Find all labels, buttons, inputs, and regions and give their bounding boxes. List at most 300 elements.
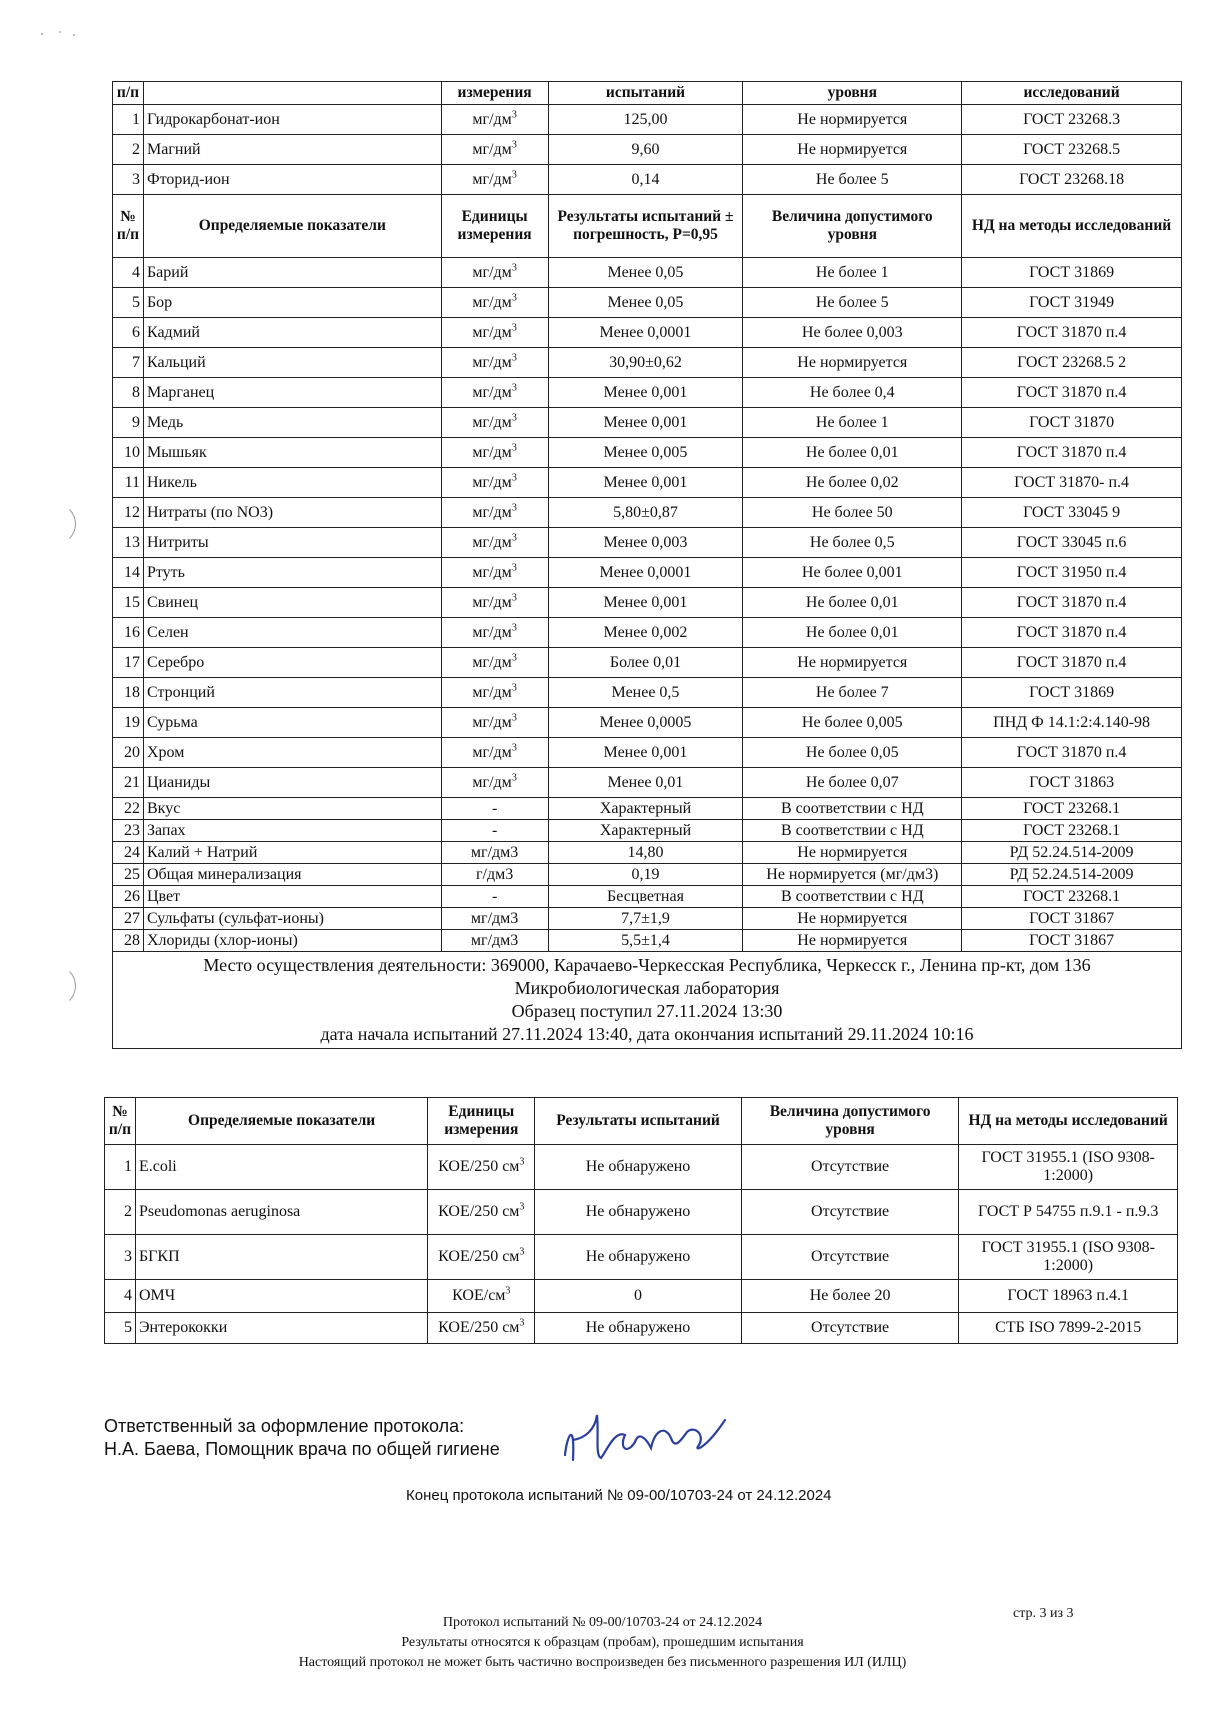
end-of-protocol: Конец протокола испытаний № 09-00/10703-24 от 24.12.2024 <box>406 1487 832 1504</box>
indicator-name: Сульфаты (сульфат-ионы) <box>143 908 441 930</box>
unit <box>441 318 548 348</box>
unit-text: КОЕ/250 см <box>438 1319 520 1336</box>
table-row <box>113 886 1182 908</box>
unit-exponent: 3 <box>511 502 517 514</box>
table-row <box>113 408 1182 438</box>
table-row <box>113 348 1182 378</box>
table-row <box>113 842 1182 864</box>
unit <box>441 558 548 588</box>
method-standard: ГОСТ 23268.1 <box>962 886 1182 908</box>
permissible-level: Не более 7 <box>743 678 962 708</box>
result: Менее 0,0001 <box>548 318 743 348</box>
unit-exponent: 3 <box>511 442 517 454</box>
unit <box>441 708 548 738</box>
col-result-header: испытаний <box>548 82 743 105</box>
unit-text: мг/дм <box>472 503 512 521</box>
permissible-level: Не более 0,02 <box>743 468 962 498</box>
unit-text: мг/дм <box>472 473 512 491</box>
permissible-level: Не более 0,01 <box>743 438 962 468</box>
table-row <box>113 135 1182 165</box>
row-number: 13 <box>113 528 144 558</box>
table-row <box>113 708 1182 738</box>
unit-text: мг/дм <box>472 563 512 581</box>
row-number: 16 <box>113 618 144 648</box>
table-header-row <box>113 195 1182 258</box>
method-standard: ГОСТ 31870 п.4 <box>962 378 1182 408</box>
method-standard: ГОСТ 31950 п.4 <box>962 558 1182 588</box>
result: Менее 0,005 <box>548 438 743 468</box>
row-number: 4 <box>105 1280 136 1313</box>
col-permissible-header: уровня <box>743 82 962 105</box>
col-permissible-header: Величина допустимого уровня <box>741 1098 959 1145</box>
permissible-level: Не более 0,01 <box>743 588 962 618</box>
row-number: 14 <box>113 558 144 588</box>
table-row <box>113 558 1182 588</box>
unit: г/дм3 <box>441 864 548 886</box>
unit: мг/дм3 <box>441 842 548 864</box>
unit <box>428 1313 535 1344</box>
chemical-results-table <box>112 81 1182 1049</box>
result: Не обнаружено <box>535 1235 742 1280</box>
indicator-name: Сурьма <box>143 708 441 738</box>
result: Характерный <box>548 798 743 820</box>
unit-text: КОЕ/250 см <box>438 1158 520 1175</box>
unit: мг/дм3 <box>441 908 548 930</box>
method-standard: ГОСТ 23268.3 <box>962 105 1182 135</box>
result: 125,00 <box>548 105 743 135</box>
table-row <box>105 1313 1178 1344</box>
permissible-level: Не нормируется <box>743 842 962 864</box>
table-row <box>113 930 1182 952</box>
permissible-level: Отсутствие <box>741 1313 959 1344</box>
col-indicator-header: Определяемые показатели <box>143 195 441 258</box>
table-row <box>113 528 1182 558</box>
microbiology-results-table <box>104 1097 1178 1344</box>
unit-exponent: 3 <box>519 1317 525 1329</box>
table-row <box>113 468 1182 498</box>
footer <box>0 1613 1205 1673</box>
method-standard: ГОСТ 31870 п.4 <box>962 588 1182 618</box>
indicator-name: Медь <box>143 408 441 438</box>
result: 0 <box>535 1280 742 1313</box>
table-row <box>113 498 1182 528</box>
hole-punch-mark <box>34 965 76 1007</box>
row-number: 3 <box>105 1235 136 1280</box>
unit-exponent: 3 <box>519 1246 525 1258</box>
result: Не обнаружено <box>535 1145 742 1190</box>
indicator-name: Селен <box>143 618 441 648</box>
result: 5,80±0,87 <box>548 498 743 528</box>
result: Бесцветная <box>548 886 743 908</box>
method-standard: ГОСТ 31870 п.4 <box>962 738 1182 768</box>
method-standard: ГОСТ 31867 <box>962 930 1182 952</box>
unit <box>441 348 548 378</box>
unit-text: КОЕ/250 см <box>438 1203 520 1220</box>
row-number: 22 <box>113 798 144 820</box>
table-header-row <box>105 1098 1178 1145</box>
permissible-level: В соответствии с НД <box>743 798 962 820</box>
unit-exponent: 3 <box>511 352 517 364</box>
responsible-label: Ответственный за оформление протокола: <box>104 1416 465 1436</box>
indicator-name: Кальций <box>143 348 441 378</box>
row-number: 17 <box>113 648 144 678</box>
result: 0,19 <box>548 864 743 886</box>
permissible-level: Не более 0,05 <box>743 738 962 768</box>
method-standard: СТБ ISO 7899-2-2015 <box>959 1313 1178 1344</box>
permissible-level: Не более 20 <box>741 1280 959 1313</box>
indicator-name: Никель <box>143 468 441 498</box>
indicator-name: Общая минерализация <box>143 864 441 886</box>
unit <box>441 165 548 195</box>
permissible-level: Не более 0,4 <box>743 378 962 408</box>
result: 5,5±1,4 <box>548 930 743 952</box>
col-method-header: исследований <box>962 82 1182 105</box>
method-standard: ГОСТ 31870 п.4 <box>962 438 1182 468</box>
unit-exponent: 3 <box>511 682 517 694</box>
result: Менее 0,05 <box>548 258 743 288</box>
unit-exponent: 3 <box>511 292 517 304</box>
row-number: 26 <box>113 886 144 908</box>
result: Не обнаружено <box>535 1190 742 1235</box>
unit-text: мг/дм <box>472 593 512 611</box>
indicator-name: Магний <box>143 135 441 165</box>
method-standard: ГОСТ 23268.18 <box>962 165 1182 195</box>
hole-punch-mark <box>34 503 76 545</box>
indicator-name: Гидрокарбонат-ион <box>143 105 441 135</box>
unit-text: мг/дм <box>472 383 512 401</box>
method-standard: ГОСТ 33045 9 <box>962 498 1182 528</box>
indicator-name: E.coli <box>135 1145 427 1190</box>
unit-exponent: 3 <box>511 412 517 424</box>
result: Менее 0,05 <box>548 288 743 318</box>
permissible-level: Не более 0,001 <box>743 558 962 588</box>
unit <box>441 588 548 618</box>
footer-line: Протокол испытаний № 09-00/10703-24 от 24.12.2024 <box>442 1615 763 1630</box>
indicator-name: Стронций <box>143 678 441 708</box>
table-row <box>113 678 1182 708</box>
method-standard: ПНД Ф 14.1:2:4.140-98 <box>962 708 1182 738</box>
unit-text: мг/дм <box>472 293 512 311</box>
indicator-name: Калий + Натрий <box>143 842 441 864</box>
result: 14,80 <box>548 842 743 864</box>
method-standard: ГОСТ 23268.1 <box>962 798 1182 820</box>
result: Не обнаружено <box>535 1313 742 1344</box>
row-number: 21 <box>113 768 144 798</box>
unit-exponent: 3 <box>511 562 517 574</box>
col-indicator-header: Определяемые показатели <box>135 1098 427 1145</box>
unit <box>428 1280 535 1313</box>
unit-text: мг/дм <box>472 323 512 341</box>
unit <box>441 135 548 165</box>
result: Менее 0,001 <box>548 378 743 408</box>
method-standard: ГОСТ 18963 п.4.1 <box>959 1280 1178 1313</box>
unit-exponent: 3 <box>511 622 517 634</box>
permissible-level: Отсутствие <box>741 1145 959 1190</box>
method-standard: ГОСТ 23268.1 <box>962 820 1182 842</box>
method-standard: ГОСТ 31870 п.4 <box>962 318 1182 348</box>
unit <box>441 528 548 558</box>
table-row <box>113 648 1182 678</box>
permissible-level: Не более 5 <box>743 165 962 195</box>
unit-exponent: 3 <box>511 322 517 334</box>
row-number: 25 <box>113 864 144 886</box>
result: 7,7±1,9 <box>548 908 743 930</box>
table-row <box>113 768 1182 798</box>
row-number: 5 <box>113 288 144 318</box>
unit-exponent: 3 <box>511 169 517 181</box>
result: Менее 0,003 <box>548 528 743 558</box>
lab-info-line: Микробиологическая лаборатория <box>514 978 780 998</box>
indicator-name: Вкус <box>143 798 441 820</box>
result: 30,90±0,62 <box>548 348 743 378</box>
unit-exponent: 3 <box>511 532 517 544</box>
unit-text: мг/дм <box>472 533 512 551</box>
table-row <box>105 1190 1178 1235</box>
method-standard: ГОСТ 31955.1 (ISO 9308-1:2000) <box>959 1145 1178 1190</box>
result: Менее 0,001 <box>548 588 743 618</box>
indicator-name: Марганец <box>143 378 441 408</box>
indicator-name: Хлориды (хлор-ионы) <box>143 930 441 952</box>
result: Менее 0,001 <box>548 468 743 498</box>
method-standard: ГОСТ 31869 <box>962 258 1182 288</box>
unit-text: мг/дм <box>472 773 512 791</box>
method-standard: ГОСТ 31949 <box>962 288 1182 318</box>
col-unit-header: измерения <box>441 82 548 105</box>
col-unit-header: Единицы измерения <box>441 195 548 258</box>
indicator-name: Нитриты <box>143 528 441 558</box>
table-row <box>113 318 1182 348</box>
table-row <box>113 258 1182 288</box>
result: Менее 0,002 <box>548 618 743 648</box>
unit: мг/дм3 <box>441 930 548 952</box>
handwritten-signature <box>555 1400 740 1480</box>
unit-text: мг/дм <box>472 713 512 731</box>
row-number: 8 <box>113 378 144 408</box>
col-unit-header: Единицы измерения <box>428 1098 535 1145</box>
table-row <box>113 618 1182 648</box>
unit <box>441 678 548 708</box>
method-standard: РД 52.24.514-2009 <box>962 842 1182 864</box>
indicator-name: Серебро <box>143 648 441 678</box>
row-number: 1 <box>105 1145 136 1190</box>
table-row <box>113 378 1182 408</box>
lab-info <box>113 952 1182 1049</box>
permissible-level: Не более 1 <box>743 408 962 438</box>
unit <box>441 618 548 648</box>
unit <box>441 105 548 135</box>
unit <box>441 468 548 498</box>
table-row <box>105 1280 1178 1313</box>
method-standard: ГОСТ 31955.1 (ISO 9308-1:2000) <box>959 1235 1178 1280</box>
lab-info-row <box>113 952 1182 1049</box>
unit <box>441 648 548 678</box>
footer-line: Результаты относятся к образцам (пробам), прошедшим испытания <box>401 1635 804 1650</box>
unit-exponent: 3 <box>511 772 517 784</box>
method-standard: ГОСТ 31870 п.4 <box>962 648 1182 678</box>
indicator-name: Фторид-ион <box>143 165 441 195</box>
unit-exponent: 3 <box>505 1285 511 1297</box>
indicator-name: Нитраты (по NO3) <box>143 498 441 528</box>
unit-text: мг/дм <box>472 623 512 641</box>
unit-exponent: 3 <box>519 1201 525 1213</box>
unit <box>441 438 548 468</box>
unit-exponent: 3 <box>511 712 517 724</box>
permissible-level: Не более 0,07 <box>743 768 962 798</box>
unit <box>428 1145 535 1190</box>
indicator-name: Энтерококки <box>135 1313 427 1344</box>
row-number: 15 <box>113 588 144 618</box>
col-result-header: Результаты испытаний <box>535 1098 742 1145</box>
permissible-level: Не нормируется <box>743 348 962 378</box>
row-number: 24 <box>113 842 144 864</box>
col-number-header: № п/п <box>113 195 144 258</box>
unit-text: мг/дм <box>472 653 512 671</box>
permissible-level: Не более 50 <box>743 498 962 528</box>
unit-text: мг/дм <box>472 353 512 371</box>
unit-text: мг/дм <box>472 743 512 761</box>
permissible-level: В соответствии с НД <box>743 820 962 842</box>
permissible-level: Не более 0,01 <box>743 618 962 648</box>
unit-text: КОЕ/250 см <box>438 1248 520 1265</box>
footer-line: Настоящий протокол не может быть частично воспроизведен без письменного разрешения ИЛ (ИЛЦ) <box>298 1655 907 1670</box>
col-method-header: НД на методы исследований <box>962 195 1182 258</box>
unit-text: мг/дм <box>472 140 512 158</box>
col-indicator-header <box>143 82 441 105</box>
indicator-name: Ртуть <box>143 558 441 588</box>
unit <box>441 738 548 768</box>
table-row <box>113 908 1182 930</box>
row-number: 20 <box>113 738 144 768</box>
permissible-level: Отсутствие <box>741 1190 959 1235</box>
unit <box>441 288 548 318</box>
unit <box>441 768 548 798</box>
indicator-name: Запах <box>143 820 441 842</box>
permissible-level: Не нормируется <box>743 135 962 165</box>
result: 0,14 <box>548 165 743 195</box>
unit <box>441 498 548 528</box>
result: Менее 0,5 <box>548 678 743 708</box>
row-number: 23 <box>113 820 144 842</box>
row-number: 7 <box>113 348 144 378</box>
col-number-header: № п/п <box>105 1098 136 1145</box>
row-number: 19 <box>113 708 144 738</box>
indicator-name: Цвет <box>143 886 441 908</box>
unit <box>441 408 548 438</box>
method-standard: ГОСТ 31863 <box>962 768 1182 798</box>
method-standard: ГОСТ 23268.5 2 <box>962 348 1182 378</box>
result: Менее 0,0001 <box>548 558 743 588</box>
unit <box>441 378 548 408</box>
lab-info-line: Образец поступил 27.11.2024 13:30 <box>511 1001 783 1021</box>
table-row <box>113 105 1182 135</box>
table-header-row <box>113 82 1182 105</box>
indicator-name: Хром <box>143 738 441 768</box>
method-standard: ГОСТ 31870 <box>962 408 1182 438</box>
col-number-header: п/п <box>113 82 144 105</box>
row-number: 5 <box>105 1313 136 1344</box>
permissible-level: Не более 0,005 <box>743 708 962 738</box>
result: Менее 0,0005 <box>548 708 743 738</box>
table-row <box>113 288 1182 318</box>
row-number: 27 <box>113 908 144 930</box>
col-permissible-header: Величина допустимого уровня <box>743 195 962 258</box>
permissible-level: Не нормируется <box>743 648 962 678</box>
col-method-header: НД на методы исследований <box>959 1098 1178 1145</box>
unit: - <box>441 886 548 908</box>
unit-exponent: 3 <box>511 109 517 121</box>
row-number: 2 <box>113 135 144 165</box>
unit <box>428 1190 535 1235</box>
table-row <box>105 1235 1178 1280</box>
indicator-name: Бор <box>143 288 441 318</box>
unit: - <box>441 798 548 820</box>
unit-exponent: 3 <box>511 592 517 604</box>
row-number: 4 <box>113 258 144 288</box>
indicator-name: Pseudomonas aeruginosa <box>135 1190 427 1235</box>
permissible-level: В соответствии с НД <box>743 886 962 908</box>
permissible-level: Не нормируется (мг/дм3) <box>743 864 962 886</box>
lab-info-line: Место осуществления деятельности: 369000, Карачаево-Черкесская Республика, Черкесск г., Ленина пр-кт, дом 136 <box>203 955 1091 975</box>
method-standard: ГОСТ 31870- п.4 <box>962 468 1182 498</box>
permissible-level: Не нормируется <box>743 908 962 930</box>
indicator-name: Барий <box>143 258 441 288</box>
result: 9,60 <box>548 135 743 165</box>
table-row <box>113 588 1182 618</box>
row-number: 18 <box>113 678 144 708</box>
method-standard: ГОСТ 33045 п.6 <box>962 528 1182 558</box>
row-number: 12 <box>113 498 144 528</box>
unit-text: мг/дм <box>472 683 512 701</box>
result: Менее 0,001 <box>548 738 743 768</box>
responsible-person-block <box>104 1415 500 1461</box>
indicator-name: Мышьяк <box>143 438 441 468</box>
row-number: 9 <box>113 408 144 438</box>
unit-text: мг/дм <box>472 443 512 461</box>
result: Характерный <box>548 820 743 842</box>
unit-exponent: 3 <box>511 742 517 754</box>
unit-exponent: 3 <box>511 652 517 664</box>
lab-info-line: дата начала испытаний 27.11.2024 13:40, дата окончания испытаний 29.11.2024 10:16 <box>320 1024 974 1044</box>
table-row <box>113 864 1182 886</box>
indicator-name: Цианиды <box>143 768 441 798</box>
unit-exponent: 3 <box>511 262 517 274</box>
row-number: 1 <box>113 105 144 135</box>
row-number: 28 <box>113 930 144 952</box>
table-row <box>113 738 1182 768</box>
indicator-name: Кадмий <box>143 318 441 348</box>
unit: - <box>441 820 548 842</box>
permissible-level: Не более 1 <box>743 258 962 288</box>
row-number: 6 <box>113 318 144 348</box>
result: Менее 0,001 <box>548 408 743 438</box>
indicator-name: ОМЧ <box>135 1280 427 1313</box>
result: Менее 0,01 <box>548 768 743 798</box>
row-number: 3 <box>113 165 144 195</box>
responsible-name: Н.А. Баева, Помощник врача по общей гигиене <box>104 1439 500 1459</box>
table-row <box>113 165 1182 195</box>
method-standard: РД 52.24.514-2009 <box>962 864 1182 886</box>
table-row <box>113 798 1182 820</box>
permissible-level: Не более 5 <box>743 288 962 318</box>
row-number: 2 <box>105 1190 136 1235</box>
method-standard: ГОСТ 31867 <box>962 908 1182 930</box>
table-row <box>105 1145 1178 1190</box>
permissible-level: Не нормируется <box>743 930 962 952</box>
unit-text: мг/дм <box>472 413 512 431</box>
method-standard: ГОСТ 23268.5 <box>962 135 1182 165</box>
scan-artifact <box>40 28 100 38</box>
indicator-name: БГКП <box>135 1235 427 1280</box>
